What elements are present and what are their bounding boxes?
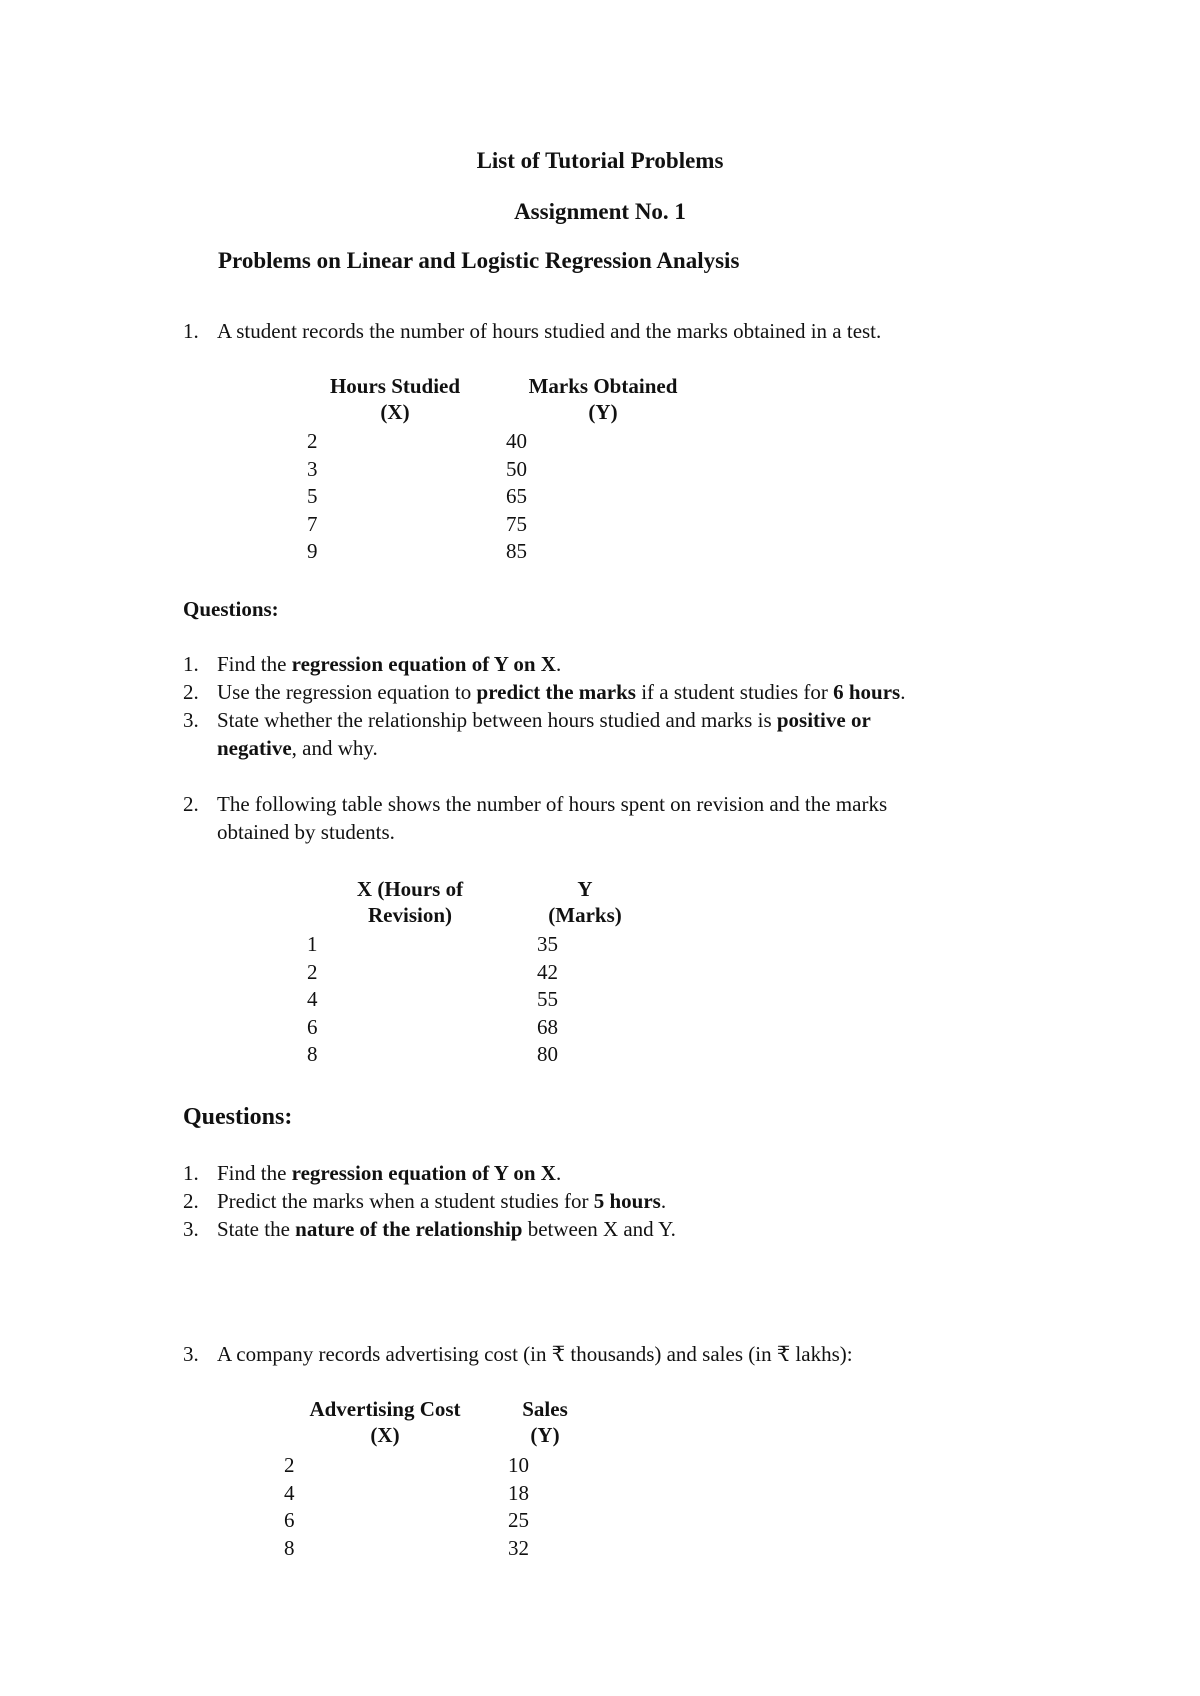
plain-text: State whether the relationship between hours studied and marks is xyxy=(217,708,777,732)
plain-text: between X and Y. xyxy=(522,1217,676,1241)
table-x-cell: 6 xyxy=(307,1014,318,1039)
table-1-header-y-line1: Marks Obtained xyxy=(528,374,678,398)
table-x-cell: 8 xyxy=(307,1042,318,1066)
table-y-cell: 55 xyxy=(537,987,558,1011)
table-y-cell: 65 xyxy=(506,484,527,508)
plain-text: . xyxy=(660,1189,667,1213)
plain-text: , and why. xyxy=(291,736,378,760)
emphasis-text: nature of the relationship xyxy=(295,1217,523,1241)
plain-text: Find the xyxy=(217,1161,292,1185)
table-2-header-x xyxy=(330,876,490,928)
table-x-cell: 6 xyxy=(284,1508,295,1532)
problem-3-number: 3. xyxy=(183,1342,199,1366)
table-1-y-column xyxy=(506,428,566,566)
table-2-header-x-line2: Revision) xyxy=(368,903,452,927)
table-x-cell: 4 xyxy=(284,1480,295,1505)
plain-text: . xyxy=(900,680,906,704)
question-number: 3. xyxy=(183,708,199,732)
problem-3-statement xyxy=(183,1341,853,1367)
problem-2-questions-label: Questions: xyxy=(183,1104,293,1130)
table-y-cell: 68 xyxy=(537,1014,558,1039)
table-3-x-column xyxy=(284,1452,344,1562)
emphasis-text: 6 hours xyxy=(833,680,901,704)
problem-1-question-1 xyxy=(183,651,561,677)
emphasis-text: negative xyxy=(217,736,292,760)
problem-1-question-2 xyxy=(183,679,905,705)
table-y-cell: 32 xyxy=(508,1535,529,1560)
table-y-cell: 80 xyxy=(537,1042,558,1066)
emphasis-text: 5 hours xyxy=(593,1189,661,1213)
table-2-y-column xyxy=(537,931,597,1069)
question-number: 1. xyxy=(183,652,199,676)
plain-text: . xyxy=(555,1161,562,1185)
assignment-subtitle: Problems on Linear and Logistic Regression Analysis xyxy=(218,248,740,273)
problem-2-text-line2: obtained by students. xyxy=(217,820,395,844)
plain-text: Predict the marks when a student studies for xyxy=(217,1189,594,1213)
question-text xyxy=(217,652,561,676)
problem-1-question-3-continued xyxy=(217,735,378,761)
table-x-cell: 2 xyxy=(284,1453,295,1477)
plain-text: Find the xyxy=(217,652,292,676)
document-title: List of Tutorial Problems xyxy=(476,148,724,173)
table-x-cell: 7 xyxy=(307,511,318,536)
emphasis-text: regression equation of Y on X xyxy=(291,1161,556,1185)
table-y-cell: 50 xyxy=(506,456,527,481)
problem-2-question-3 xyxy=(183,1216,676,1242)
emphasis-text: positive or xyxy=(776,708,871,732)
problem-2-text-line1: The following table shows the number of hours spent on revision and the marks xyxy=(217,792,888,816)
question-text-continued xyxy=(217,736,378,760)
question-text xyxy=(217,1217,676,1241)
table-1-header-x xyxy=(305,373,485,425)
table-3-header-x-line1: Advertising Cost xyxy=(309,1397,461,1421)
question-text xyxy=(217,1161,561,1185)
plain-text: State the xyxy=(217,1217,296,1241)
table-1-header-y xyxy=(508,373,698,425)
table-y-cell: 35 xyxy=(537,932,558,956)
problem-1-statement xyxy=(183,318,881,344)
plain-text: Use the regression equation to xyxy=(217,680,477,704)
table-1-x-column xyxy=(307,428,367,566)
plain-text: . xyxy=(555,652,562,676)
table-2-x-column xyxy=(307,931,367,1069)
table-3-header-y-line1: Sales xyxy=(522,1397,568,1421)
table-2-header-y-line2: (Marks) xyxy=(548,903,622,927)
table-x-cell: 4 xyxy=(307,987,318,1011)
question-number: 3. xyxy=(183,1217,199,1241)
table-x-cell: 8 xyxy=(284,1535,295,1560)
problem-2-statement xyxy=(183,791,887,817)
table-1-header-y-line2: (Y) xyxy=(588,400,618,424)
table-y-cell: 10 xyxy=(508,1453,529,1477)
table-x-cell: 5 xyxy=(307,484,318,508)
question-number: 1. xyxy=(183,1161,199,1185)
table-2-header-y xyxy=(530,876,640,928)
question-text xyxy=(217,1189,666,1213)
question-number: 2. xyxy=(183,1189,199,1213)
table-x-cell: 1 xyxy=(307,932,318,956)
table-3-header-y-line2: (Y) xyxy=(530,1423,560,1447)
problem-2-statement-continued xyxy=(217,819,395,845)
table-y-cell: 42 xyxy=(537,959,558,984)
table-2-header-x-line1: X (Hours of xyxy=(356,877,464,901)
plain-text: if a student studies for xyxy=(635,680,834,704)
problem-1-questions-label: Questions: xyxy=(183,597,279,621)
table-x-cell: 3 xyxy=(307,456,318,481)
table-1-header-x-line1: Hours Studied xyxy=(329,374,461,398)
problem-1-question-3 xyxy=(183,707,871,733)
table-y-cell: 18 xyxy=(508,1480,529,1505)
table-x-cell: 9 xyxy=(307,539,318,563)
table-y-cell: 40 xyxy=(506,429,527,453)
table-1-header-x-line2: (X) xyxy=(380,400,410,424)
table-3-header-x-line2: (X) xyxy=(370,1423,400,1447)
table-x-cell: 2 xyxy=(307,429,318,453)
emphasis-text: regression equation of Y on X xyxy=(291,652,556,676)
table-3-header-x xyxy=(290,1396,480,1448)
table-y-cell: 75 xyxy=(506,511,527,536)
table-y-cell: 25 xyxy=(508,1508,529,1532)
table-x-cell: 2 xyxy=(307,959,318,984)
problem-1-number: 1. xyxy=(183,319,199,343)
emphasis-text: predict the marks xyxy=(476,680,636,704)
problem-2-number: 2. xyxy=(183,792,199,816)
assignment-number: Assignment No. 1 xyxy=(514,199,686,224)
question-text xyxy=(217,680,905,704)
problem-3-text: A company records advertising cost (in ₹ thousands) and sales (in ₹ lakhs): xyxy=(217,1342,853,1366)
table-3-header-y xyxy=(505,1396,585,1448)
table-y-cell: 85 xyxy=(506,539,527,563)
question-text xyxy=(217,708,871,732)
table-2-header-y-line1: Y xyxy=(577,877,593,901)
table-3-y-column xyxy=(508,1452,568,1562)
problem-2-question-1 xyxy=(183,1160,561,1186)
question-number: 2. xyxy=(183,680,199,704)
problem-2-question-2 xyxy=(183,1188,666,1214)
problem-1-text: A student records the number of hours studied and the marks obtained in a test. xyxy=(217,319,882,343)
